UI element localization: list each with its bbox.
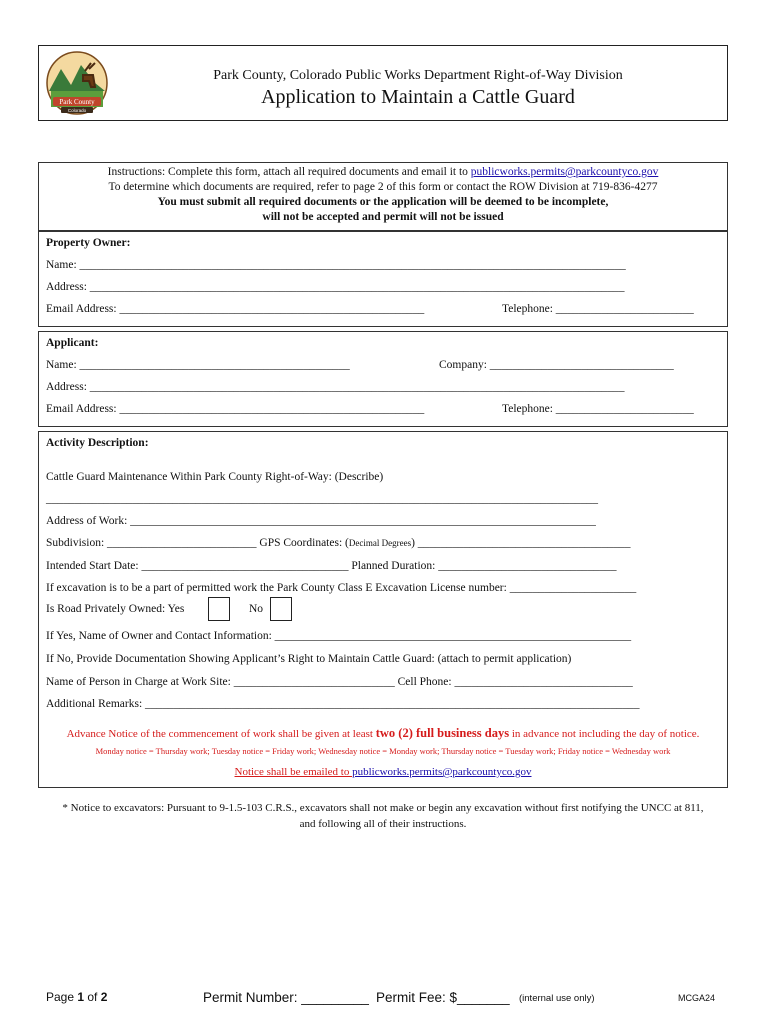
logo-text: Park County [59, 98, 95, 106]
advance-notice-text: Advance Notice of the commencement of work shall be given at least [66, 728, 376, 740]
section-title: Applicant: [46, 337, 99, 349]
address-of-work-field[interactable]: Address of Work: _________________________________________________________________________________ [46, 515, 596, 527]
notice-email-link[interactable]: publicworks.permits@parkcountyco.gov [352, 766, 532, 778]
owner-telephone-field[interactable]: Telephone: ________________________ [502, 303, 694, 315]
property-owner-section [38, 231, 728, 327]
uncc-notice [38, 800, 728, 832]
form-header [38, 45, 728, 121]
instructions-warning-2: will not be accepted and permit will not be issued [262, 211, 504, 223]
notice-email-text: Notice shall be emailed to [234, 766, 353, 778]
department-name: Park County, Colorado Public Works Department Right-of-Way Division [213, 68, 623, 83]
activity-description-section [38, 431, 728, 788]
person-in-charge-field[interactable]: Name of Person in Charge at Work Site: ____________________________ Cell Phone: _______________________________ [46, 676, 633, 688]
instructions-line-2: To determine which documents are required, refer to page 2 of this form or contact the ROW Division at 719-836-4277 [108, 181, 658, 193]
describe-field[interactable]: ________________________________________________________________________________________________ [46, 493, 598, 505]
excavation-license-field[interactable]: If excavation is to be a part of permitted work the Park County Class E Excavation License number: ______________________ [46, 582, 637, 594]
privately-owned-label: Is Road Privately Owned: Yes [46, 603, 185, 615]
internal-use-note: (internal use only) [519, 993, 595, 1004]
subdivision-label: Subdivision: __________________________ GPS Coordinates: ( [46, 537, 349, 549]
page-number [46, 990, 107, 1004]
applicant-address-field[interactable]: Address: _____________________________________________________________________________________________ [46, 381, 625, 393]
applicant-section [38, 331, 728, 427]
instructions-text: Instructions: Complete this form, attach all required documents and email it to [107, 166, 471, 178]
page-total: 2 [100, 990, 108, 1004]
yes-checkbox[interactable] [208, 597, 230, 621]
applicant-name-field[interactable]: Name: _______________________________________________ [46, 359, 350, 371]
applicant-email-field[interactable]: Email Address: _____________________________________________________ [46, 403, 425, 415]
describe-label: Cattle Guard Maintenance Within Park County Right-of-Way: (Describe) [46, 471, 384, 483]
section-title: Property Owner: [46, 237, 131, 249]
additional-remarks-field[interactable]: Additional Remarks: ______________________________________________________________________________________ [46, 698, 640, 710]
instructions-warning-1: You must submit all required documents or the application will be deemed to be incomplete, [157, 196, 609, 208]
gps-line: ) _____________________________________ [411, 537, 631, 549]
permit-fee-field[interactable]: Permit Fee: $_______ [376, 990, 510, 1005]
owner-name-field[interactable]: Name: _______________________________________________________________________________________________ [46, 259, 626, 271]
no-checkbox[interactable] [270, 597, 292, 621]
uncc-line-2: and following all of their instructions. [299, 818, 467, 830]
logo-subtext: Colorado [67, 108, 87, 113]
form-code: MCGA24 [678, 993, 716, 1003]
owner-contact-field[interactable]: If Yes, Name of Owner and Contact Information: ______________________________________________________________ [46, 630, 632, 642]
applicant-company-field[interactable]: Company: ________________________________ [439, 359, 674, 371]
documentation-note: If No, Provide Documentation Showing Applicant’s Right to Maintain Cattle Guard: (attach to permit application) [46, 653, 572, 665]
subdivision-gps-field[interactable] [46, 537, 631, 549]
uncc-line-1: * Notice to excavators: Pursuant to 9-1.5-103 C.R.S., excavators shall not make or begin any excavation without first notifying the UNCC at 811, [62, 802, 704, 814]
page-of: of [84, 990, 101, 1004]
instructions-box [38, 162, 728, 231]
email-link[interactable]: publicworks.permits@parkcountyco.gov [470, 166, 659, 178]
no-label: No [249, 603, 264, 615]
advance-notice-suffix: in advance not including the day of notice. [509, 728, 700, 740]
section-title: Activity Description: [46, 437, 149, 449]
advance-notice-days: two (2) full business days [375, 726, 510, 740]
gps-units: Decimal Degrees [348, 538, 412, 548]
notice-email-line [39, 766, 727, 778]
advance-notice [39, 726, 727, 741]
instructions-line-1 [39, 165, 727, 180]
owner-email-field[interactable]: Email Address: _____________________________________________________ [46, 303, 425, 315]
permit-number-field[interactable]: Permit Number: _________ [203, 990, 369, 1005]
start-date-duration-field[interactable]: Intended Start Date: ____________________________________ Planned Duration: _______________________________ [46, 560, 617, 572]
owner-address-field[interactable]: Address: _____________________________________________________________________________________________ [46, 281, 625, 293]
form-title: Application to Maintain a Cattle Guard [261, 86, 575, 108]
applicant-telephone-field[interactable]: Telephone: ________________________ [502, 403, 694, 415]
page-current: 1 [77, 990, 85, 1004]
page-prefix: Page [46, 990, 78, 1004]
notice-schedule: Monday notice = Thursday work; Tuesday notice = Friday work; Wednesday notice = Monday work; Thursday notice = Tuesday work; Friday notice = Wednesday work [95, 746, 671, 756]
